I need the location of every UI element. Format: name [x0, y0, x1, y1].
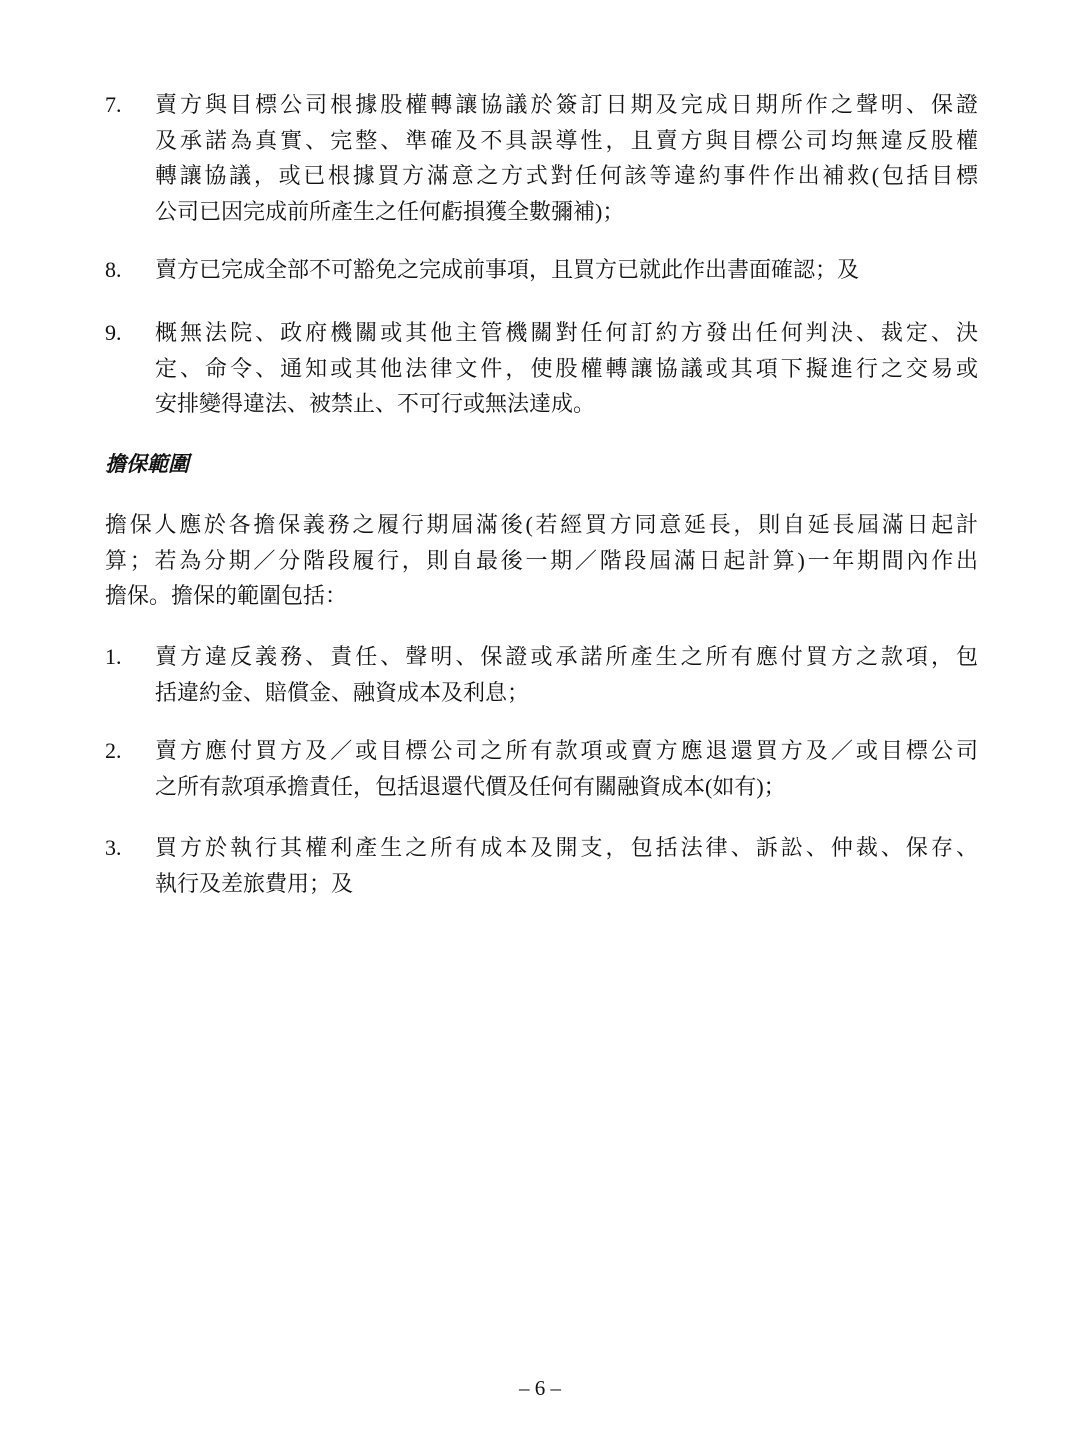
condition-item-8 [105, 252, 978, 288]
item-number: 8. [105, 257, 122, 282]
text-line: 擔保。擔保的範圍包括： [105, 583, 348, 608]
condition-item-9 [105, 315, 978, 422]
text-line: 括違約金、賠償金、融資成本及利息； [155, 679, 530, 705]
text-line: 之所有款項承擔責任，包括退還代價及任何有關融資成本(如有)； [155, 773, 786, 799]
scope-item-3 [105, 830, 978, 901]
text-line: 安排變得違法、被禁止、不可行或無法達成。 [155, 391, 596, 416]
item-number: 3. [105, 835, 122, 860]
item-number: 9. [105, 320, 122, 345]
section-heading: 擔保範圍 [105, 452, 189, 476]
text-line: 賣方已完成全部不可豁免之完成前事項，且買方已就此作出書面確認；及 [155, 257, 860, 282]
text-line: 賣方違反義務、責任、聲明、保證或承諾所產生之所有應付買方之款項，包 [155, 644, 978, 669]
item-number: 7. [105, 92, 122, 117]
text-line: 轉讓協議，或已根據買方滿意之方式對任何該等違約事件作出補救(包括目標 [155, 163, 978, 188]
text-line: 擔保人應於各擔保義務之履行期屆滿後(若經買方同意延長，則自延長屆滿日起計 [105, 512, 978, 537]
scope-item-2 [105, 733, 978, 804]
text-line: 執行及差旅費用；及 [155, 870, 354, 896]
text-line: 及承諾為真實、完整、準確及不具誤導性，且賣方與目標公司均無違反股權 [155, 127, 978, 153]
item-number: 1. [105, 644, 122, 669]
text-line: 賣方與目標公司根據股權轉讓協議於簽訂日期及完成日期所作之聲明、保證 [155, 92, 978, 117]
item-number: 2. [105, 738, 122, 763]
text-line: 算；若為分期／分階段履行，則自最後一期／階段屆滿日起計算)一年期間內作出 [105, 547, 978, 573]
text-line: 公司已因完成前所產生之任何虧損獲全數彌補)； [155, 198, 625, 224]
text-line: 買方於執行其權利產生之所有成本及開支，包括法律、訴訟、仲裁、保存、 [155, 835, 978, 860]
condition-item-7 [105, 87, 978, 229]
page-number: – 6 – [519, 1376, 561, 1400]
text-line: 定、命令、通知或其他法律文件，使股權轉讓協議或其項下擬進行之交易或 [155, 355, 978, 381]
text-line: 賣方應付買方及／或目標公司之所有款項或賣方應退還買方及／或目標公司 [155, 738, 978, 763]
text-line: 概無法院、政府機關或其他主管機關對任何訂約方發出任何判決、裁定、決 [155, 320, 978, 345]
scope-item-1 [105, 639, 978, 710]
section-intro-paragraph [105, 507, 978, 614]
